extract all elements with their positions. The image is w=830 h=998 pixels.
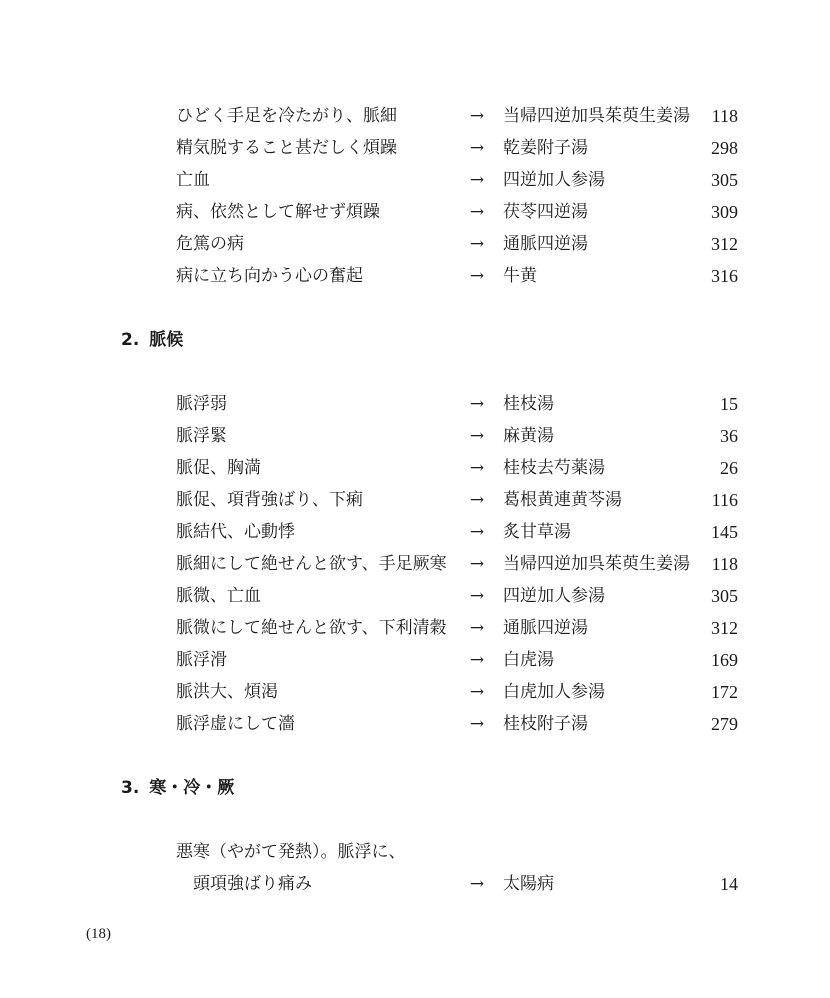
page-number: (18) [86,926,111,942]
list-item [0,644,830,676]
symptom: 脈促、項背強ばり、下痢 [176,490,363,510]
arrow-icon: → [469,554,485,574]
arrow-icon: → [469,426,485,446]
list-item [0,580,830,612]
remedy: 葛根黄連黄芩湯 [503,490,622,510]
list-item [0,260,830,292]
section-heading-2 [121,324,183,356]
list-item [0,452,830,484]
page-ref: 312 [711,618,738,638]
symptom: 病に立ち向かう心の奮起 [176,266,363,286]
arrow-icon: → [469,234,485,254]
arrow-icon: → [469,266,485,286]
page-ref: 26 [720,458,738,478]
list-item [0,164,830,196]
list-item [0,196,830,228]
symptom: 脈浮緊 [176,426,227,446]
remedy: 四逆加人参湯 [503,586,605,606]
remedy: 桂枝附子湯 [503,714,588,734]
list-item [0,132,830,164]
page-ref: 305 [711,170,738,190]
symptom: 脈浮滑 [176,650,227,670]
intro-text: 悪寒（やがて発熱）。脈浮に、 [176,842,406,862]
symptom: ひどく手足を冷たがり、脈細 [176,106,397,126]
arrow-icon: → [469,682,485,702]
list-item [0,420,830,452]
remedy: 乾姜附子湯 [503,138,588,158]
arrow-icon: → [469,202,485,222]
list-item [0,612,830,644]
symptom: 脈細にして絶せんと欲す、手足厥寒 [176,554,447,574]
remedy: 当帰四逆加呉茱萸生姜湯 [503,554,690,574]
list-item [0,676,830,708]
symptom: 脈促、胸満 [176,458,261,478]
arrow-icon: → [469,618,485,638]
page-ref: 145 [711,522,738,542]
arrow-icon: → [469,874,485,894]
page-ref: 15 [720,394,738,414]
section-intro [0,836,830,868]
arrow-icon: → [469,490,485,510]
section-heading-3 [121,772,234,804]
symptom: 危篤の病 [176,234,244,254]
page-ref: 279 [711,714,738,734]
arrow-icon: → [469,170,485,190]
list-item [0,868,830,900]
remedy: 白虎湯 [503,650,554,670]
section-title: 寒・冷・厥 [149,778,235,798]
list-item [0,708,830,740]
remedy: 通脈四逆湯 [503,234,588,254]
remedy: 桂枝湯 [503,394,554,414]
list-item [0,516,830,548]
arrow-icon: → [469,458,485,478]
symptom: 精気脱すること甚だしく煩躁 [176,138,397,158]
arrow-icon: → [469,522,485,542]
page-ref: 116 [711,490,738,510]
symptom: 脈微、亡血 [176,586,261,606]
symptom: 病、依然として解せず煩躁 [176,202,380,222]
list-item [0,548,830,580]
remedy: 麻黄湯 [503,426,554,446]
symptom: 脈微にして絶せんと欲す、下利清穀 [176,618,447,638]
arrow-icon: → [469,138,485,158]
page-ref: 118 [711,106,738,126]
remedy: 茯苓四逆湯 [503,202,588,222]
symptom: 脈洪大、煩渇 [176,682,278,702]
remedy: 牛黄 [503,266,537,286]
page-ref: 36 [720,426,738,446]
page-ref: 172 [711,682,738,702]
arrow-icon: → [469,106,485,126]
remedy: 炙甘草湯 [503,522,571,542]
symptom: 脈浮弱 [176,394,227,414]
list-item [0,228,830,260]
section-number: 2. [121,330,140,350]
page-ref: 316 [711,266,738,286]
section-title: 脈候 [149,330,184,350]
page-ref: 169 [711,650,738,670]
page-ref: 118 [711,554,738,574]
remedy: 白虎加人参湯 [503,682,605,702]
remedy: 桂枝去芍薬湯 [503,458,605,478]
list-item [0,388,830,420]
remedy: 太陽病 [503,874,554,894]
section-number: 3. [121,778,140,798]
symptom: 頭項強ばり痛み [193,874,312,894]
arrow-icon: → [469,714,485,734]
list-item [0,484,830,516]
symptom: 脈浮虚にして濇 [176,714,295,734]
page-ref: 305 [711,586,738,606]
page-ref: 312 [711,234,738,254]
page-ref: 14 [720,874,738,894]
remedy: 当帰四逆加呉茱萸生姜湯 [503,106,690,126]
remedy: 四逆加人参湯 [503,170,605,190]
symptom: 脈結代、心動悸 [176,522,295,542]
arrow-icon: → [469,586,485,606]
remedy: 通脈四逆湯 [503,618,588,638]
symptom: 亡血 [176,170,210,190]
list-item [0,100,830,132]
page-ref: 298 [711,138,738,158]
arrow-icon: → [469,394,485,414]
page-ref: 309 [711,202,738,222]
arrow-icon: → [469,650,485,670]
